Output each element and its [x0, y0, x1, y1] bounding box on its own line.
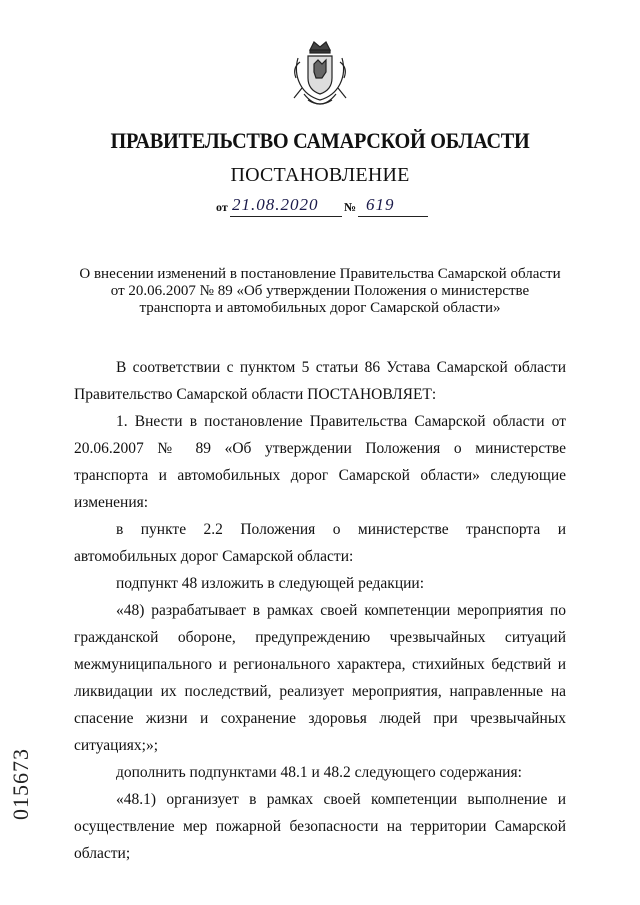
- number-prefix: №: [344, 200, 357, 214]
- body-paragraph: «48.1) организует в рамках своей компетенции выполнение и осуществление мер пожарной безопасности на территории Самарской области;: [74, 791, 566, 862]
- date-prefix: от: [216, 200, 228, 214]
- body-paragraph: в пункте 2.2 Положения о министерстве транспорта и автомобильных дорог Самарской области:: [74, 521, 566, 565]
- number-underline: [358, 216, 428, 217]
- government-title: ПРАВИТЕЛЬСТВО САМАРСКОЙ ОБЛАСТИ: [110, 128, 530, 153]
- document-number: 619: [366, 195, 395, 214]
- document-subject: [60, 266, 580, 317]
- date-underline: [230, 216, 342, 217]
- samara-coat-of-arms-icon: [288, 38, 352, 110]
- document-date: 21.08.2020: [232, 195, 319, 214]
- body-paragraph: подпункт 48 изложить в следующей редакции:: [116, 575, 425, 592]
- subject-line: О внесении изменений в постановление Правительства Самарской области: [79, 266, 561, 282]
- serial-number: 015673: [8, 748, 33, 820]
- body-paragraph: «48) разрабатывает в рамках своей компетенции мероприятия по гражданской обороне, предупреждению чрезвычайных ситуаций межмуниципального и регионального характера, стихийных бедствий и ликвидации их последствий, реализует мероприятия, направленные на спасение жизни и сохранение здоровья людей при чрезвычайных ситуациях;»;: [74, 602, 566, 754]
- document-type: ПОСТАНОВЛЕНИЕ: [230, 164, 410, 186]
- document-body: [74, 354, 566, 867]
- body-paragraph: В соответствии с пунктом 5 статьи 86 Устава Самарской области Правительство Самарской области ПОСТАНОВЛЯЕТ:: [74, 359, 566, 403]
- subject-line: транспорта и автомобильных дорог Самарской области»: [139, 300, 501, 316]
- date-number-line: [216, 195, 436, 219]
- body-paragraph: дополнить подпунктами 48.1 и 48.2 следующего содержания:: [116, 764, 522, 781]
- body-paragraph: 1. Внести в постановление Правительства Самарской области от 20.06.2007 № 89 «Об утверждении Положения о министерстве транспорта и автомобильных дорог Самарской области» следующие изменения:: [74, 413, 566, 511]
- subject-line: от 20.06.2007 № 89 «Об утверждении Положения о министерстве: [110, 283, 530, 299]
